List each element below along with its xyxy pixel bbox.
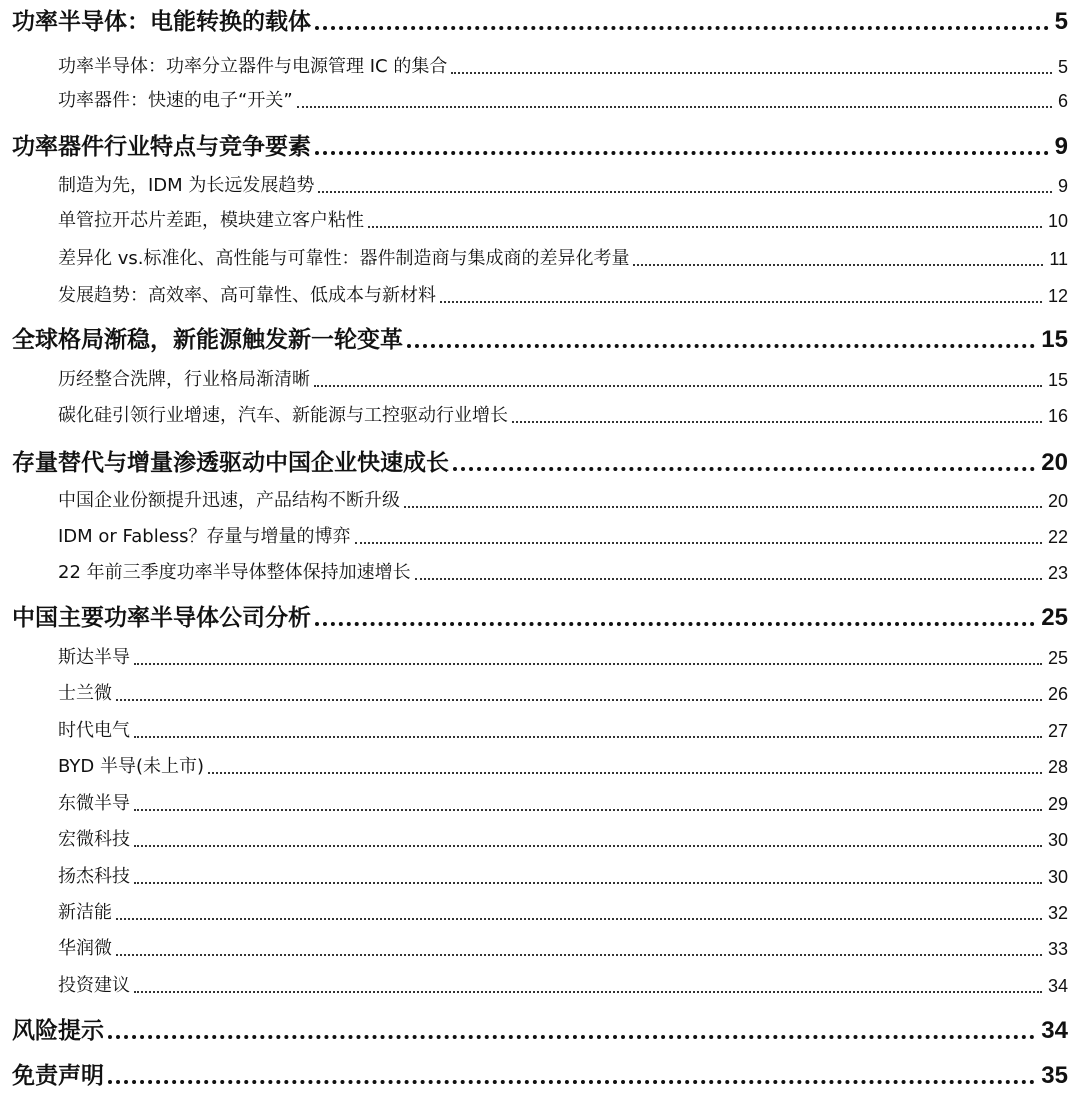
toc-page-number: 9: [1054, 133, 1068, 160]
toc-dot-leader: [315, 23, 1049, 30]
toc-entry-title: 扬杰科技: [58, 866, 130, 887]
toc-page-number: 25: [1041, 604, 1068, 631]
toc-entry-title: 华润微: [58, 938, 112, 959]
toc-section-entry[interactable]: [58, 402, 1068, 430]
toc-page-number: 28: [1047, 757, 1068, 777]
toc-section-entry[interactable]: [58, 487, 1068, 515]
toc-entry-title: 碳化硅引领行业增速，汽车、新能源与工控驱动行业增长: [58, 405, 508, 426]
toc-chapter-entry[interactable]: [12, 446, 1068, 480]
toc-section-entry[interactable]: [58, 207, 1068, 235]
toc-dot-leader: [407, 341, 1035, 348]
toc-entry-title: 新洁能: [58, 902, 112, 923]
toc-page-number: 34: [1041, 1017, 1068, 1044]
toc-section-entry[interactable]: [58, 899, 1068, 927]
toc-page-number: 15: [1041, 326, 1068, 353]
toc-dot-leader: [415, 575, 1042, 580]
toc-page-number: 30: [1047, 867, 1068, 887]
toc-page-number: 15: [1047, 370, 1068, 390]
toc-page-number: 35: [1041, 1062, 1068, 1089]
toc-page-number: 26: [1047, 684, 1068, 704]
toc-dot-leader: [355, 539, 1042, 544]
toc-entry-title: 功率器件行业特点与竞争要素: [12, 134, 311, 160]
toc-entry-title: 差异化 vs.标准化、高性能与可靠性：器件制造商与集成商的差异化考量: [58, 248, 630, 269]
toc-dot-leader: [208, 769, 1042, 774]
toc-entry-title: 存量替代与增量渗透驱动中国企业快速成长: [12, 450, 449, 476]
toc-dot-leader: [134, 806, 1042, 811]
toc-chapter-entry[interactable]: [12, 601, 1068, 635]
toc-page-number: 20: [1041, 449, 1068, 476]
toc-section-entry[interactable]: [58, 863, 1068, 891]
toc-entry-title: 功率半导体：功率分立器件与电源管理 IC 的集合: [58, 56, 448, 77]
toc-dot-leader: [134, 879, 1042, 884]
toc-section-entry[interactable]: [58, 680, 1068, 708]
toc-section-entry[interactable]: [58, 644, 1068, 672]
toc-section-entry[interactable]: [58, 790, 1068, 818]
toc-entry-title: 功率半导体：电能转换的载体: [12, 9, 311, 35]
toc-entry-title: 22 年前三季度功率半导体整体保持加速增长: [58, 562, 411, 583]
toc-entry-title: 历经整合洗牌，行业格局渐清晰: [58, 369, 310, 390]
toc-section-entry[interactable]: [58, 935, 1068, 963]
toc-entry-title: 宏微科技: [58, 829, 130, 850]
toc-dot-leader: [108, 1032, 1035, 1039]
toc-dot-leader: [512, 418, 1042, 423]
toc-entry-title: 时代电气: [58, 720, 130, 741]
toc-page-number: 11: [1049, 249, 1068, 269]
toc-dot-leader: [318, 188, 1052, 193]
toc-dot-leader: [116, 696, 1042, 701]
toc-entry-title: 斯达半导: [58, 647, 130, 668]
toc-page-number: 6: [1057, 91, 1068, 111]
toc-entry-title: 免责声明: [12, 1063, 104, 1089]
toc-section-entry[interactable]: [58, 826, 1068, 854]
toc-page-number: 34: [1047, 976, 1068, 996]
toc-entry-title: 发展趋势：高效率、高可靠性、低成本与新材料: [58, 285, 436, 306]
toc-section-entry[interactable]: [58, 53, 1068, 81]
toc-page-number: 10: [1047, 211, 1068, 231]
toc-section-entry[interactable]: [58, 523, 1068, 551]
toc-dot-leader: [134, 660, 1042, 665]
toc-entry-title: 中国主要功率半导体公司分析: [12, 605, 311, 631]
toc-section-entry[interactable]: [58, 753, 1068, 781]
toc-section-entry[interactable]: [58, 717, 1068, 745]
toc-entry-title: 东微半导: [58, 793, 130, 814]
toc-section-entry[interactable]: [58, 366, 1068, 394]
toc-section-entry[interactable]: [58, 282, 1068, 310]
toc-page-number: 33: [1047, 939, 1068, 959]
toc-dot-leader: [451, 69, 1052, 74]
toc-section-entry[interactable]: [58, 87, 1068, 115]
toc-entry-title: 投资建议: [58, 975, 130, 996]
toc-dot-leader: [134, 988, 1042, 993]
toc-dot-leader: [116, 951, 1042, 956]
toc-dot-leader: [108, 1077, 1035, 1084]
toc-section-entry[interactable]: [58, 559, 1068, 587]
toc-section-entry[interactable]: [58, 172, 1068, 200]
toc-dot-leader: [314, 382, 1042, 387]
toc-dot-leader: [315, 619, 1035, 626]
toc-dot-leader: [453, 464, 1035, 471]
toc-page-number: 5: [1054, 8, 1068, 35]
toc-dot-leader: [315, 148, 1049, 155]
toc-chapter-entry[interactable]: [12, 1059, 1068, 1093]
toc-dot-leader: [134, 733, 1042, 738]
toc-chapter-entry[interactable]: [12, 130, 1068, 164]
toc-page-number: 27: [1047, 721, 1068, 741]
toc-page-number: 20: [1047, 491, 1068, 511]
toc-entry-title: 士兰微: [58, 683, 112, 704]
toc-section-entry[interactable]: [58, 245, 1068, 273]
toc-page-number: 5: [1057, 57, 1068, 77]
toc-dot-leader: [368, 223, 1042, 228]
toc-page-number: 30: [1047, 830, 1068, 850]
toc-chapter-entry[interactable]: [12, 323, 1068, 357]
toc-dot-leader: [440, 298, 1042, 303]
toc-entry-title: BYD 半导(未上市): [58, 756, 204, 777]
toc-section-entry[interactable]: [58, 972, 1068, 1000]
toc-dot-leader: [297, 103, 1052, 108]
toc-page-number: 32: [1047, 903, 1068, 923]
toc-dot-leader: [404, 503, 1042, 508]
toc-page-number: 23: [1047, 563, 1068, 583]
toc-entry-title: 中国企业份额提升迅速，产品结构不断升级: [58, 490, 400, 511]
toc-entry-title: IDM or Fabless？存量与增量的博弈: [58, 526, 351, 547]
toc-dot-leader: [633, 261, 1043, 266]
toc-page-number: 16: [1047, 406, 1068, 426]
toc-page-number: 12: [1047, 286, 1068, 306]
toc-page-number: 22: [1047, 527, 1068, 547]
toc-dot-leader: [134, 842, 1042, 847]
toc-page-number: 25: [1047, 648, 1068, 668]
toc-entry-title: 单管拉开芯片差距，模块建立客户粘性: [58, 210, 364, 231]
toc-entry-title: 制造为先，IDM 为长远发展趋势: [58, 175, 315, 196]
toc-chapter-entry[interactable]: [12, 1014, 1068, 1048]
toc-entry-title: 全球格局渐稳，新能源触发新一轮变革: [12, 327, 403, 353]
toc-entry-title: 风险提示: [12, 1018, 104, 1044]
toc-entry-title: 功率器件：快速的电子“开关”: [58, 90, 293, 111]
toc-dot-leader: [116, 915, 1042, 920]
toc-page-number: 29: [1047, 794, 1068, 814]
toc-chapter-entry[interactable]: [12, 5, 1068, 39]
toc-page-number: 9: [1057, 176, 1068, 196]
